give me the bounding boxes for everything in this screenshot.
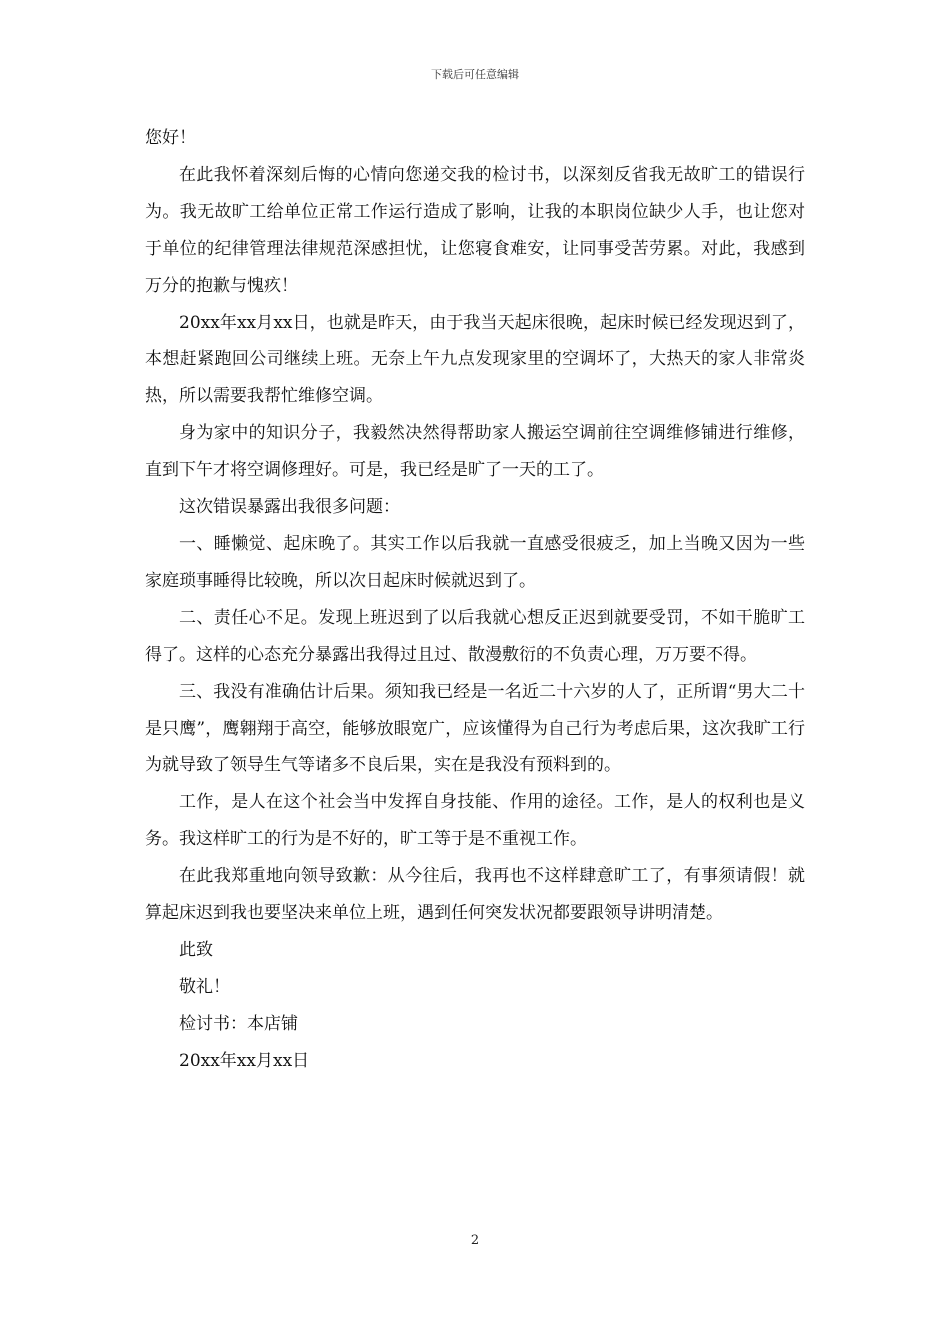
salutation: 您好！ <box>145 128 196 148</box>
paragraph-incident: 20xx年xx月xx日，也就是昨天，由于我当天起床很晚，起床时候已经发现迟到了，本想赶紧跑回公司继续上班。无奈上午九点发现家里的空调坏了，大热天的家人非常炎热，所以需要我帮忙维修空调。 <box>145 312 805 407</box>
paragraph-problems-heading: 这次错误暴露出我很多问题： <box>179 497 400 518</box>
closing: 此致 <box>179 939 213 960</box>
paragraph-problem-two: 二、责任心不足。发现上班迟到了以后我就心想反正迟到就要受罚，不如干脆旷工得了。这样的心态充分暴露出我得过且过、散漫敷衍的不负责心理，万万要不得。 <box>145 607 805 665</box>
paragraph-apology: 在此我郑重地向领导致歉：从今往后，我再也不这样肆意旷工了，有事须请假！就算起床迟到我也要坚决来单位上班，遇到任何突发状况都要跟领导讲明清楚。 <box>145 866 805 924</box>
paragraph-work-meaning: 工作，是人在这个社会当中发挥自身技能、作用的途径。工作，是人的权利也是义务。我这样旷工的行为是不好的，旷工等于是不重视工作。 <box>145 792 805 850</box>
letter-date: 20xx年xx月xx日 <box>179 1050 310 1071</box>
page-header-note: 下载后可任意编辑 <box>431 68 519 81</box>
page-number: 2 <box>470 1233 480 1248</box>
paragraph-repair: 身为家中的知识分子，我毅然决然得帮助家人搬运空调前往空调维修铺进行维修，直到下午才将空调修理好。可是，我已经是旷了一天的工了。 <box>145 423 805 481</box>
paragraph-intro: 在此我怀着深刻后悔的心情向您递交我的检讨书，以深刻反省我无故旷工的错误行为。我无故旷工给单位正常工作运行造成了影响，让我的本职岗位缺少人手，也让您对于单位的纪律管理法律规范深感担忧，让您寝食难安，让同事受苦劳累。对此，我感到万分的抱歉与愧疚！ <box>145 164 805 296</box>
regards: 敬礼！ <box>179 976 230 997</box>
paragraph-problem-three: 三、我没有准确估计后果。须知我已经是一名近二十六岁的人了，正所谓“男大二十是只鹰”，鹰翱翔于高空，能够放眼宽广，应该懂得为自己行为考虑后果，这次我旷工行为就导致了领导生气等诸多不良后果，实在是我没有预料到的。 <box>145 681 805 776</box>
letter-body <box>145 120 805 1080</box>
signature: 检讨书：本店铺 <box>179 1013 298 1034</box>
paragraph-problem-one: 一、睡懒觉、起床晚了。其实工作以后我就一直感受很疲乏，加上当晚又因为一些家庭琐事睡得比较晚，所以次日起床时候就迟到了。 <box>145 533 805 591</box>
